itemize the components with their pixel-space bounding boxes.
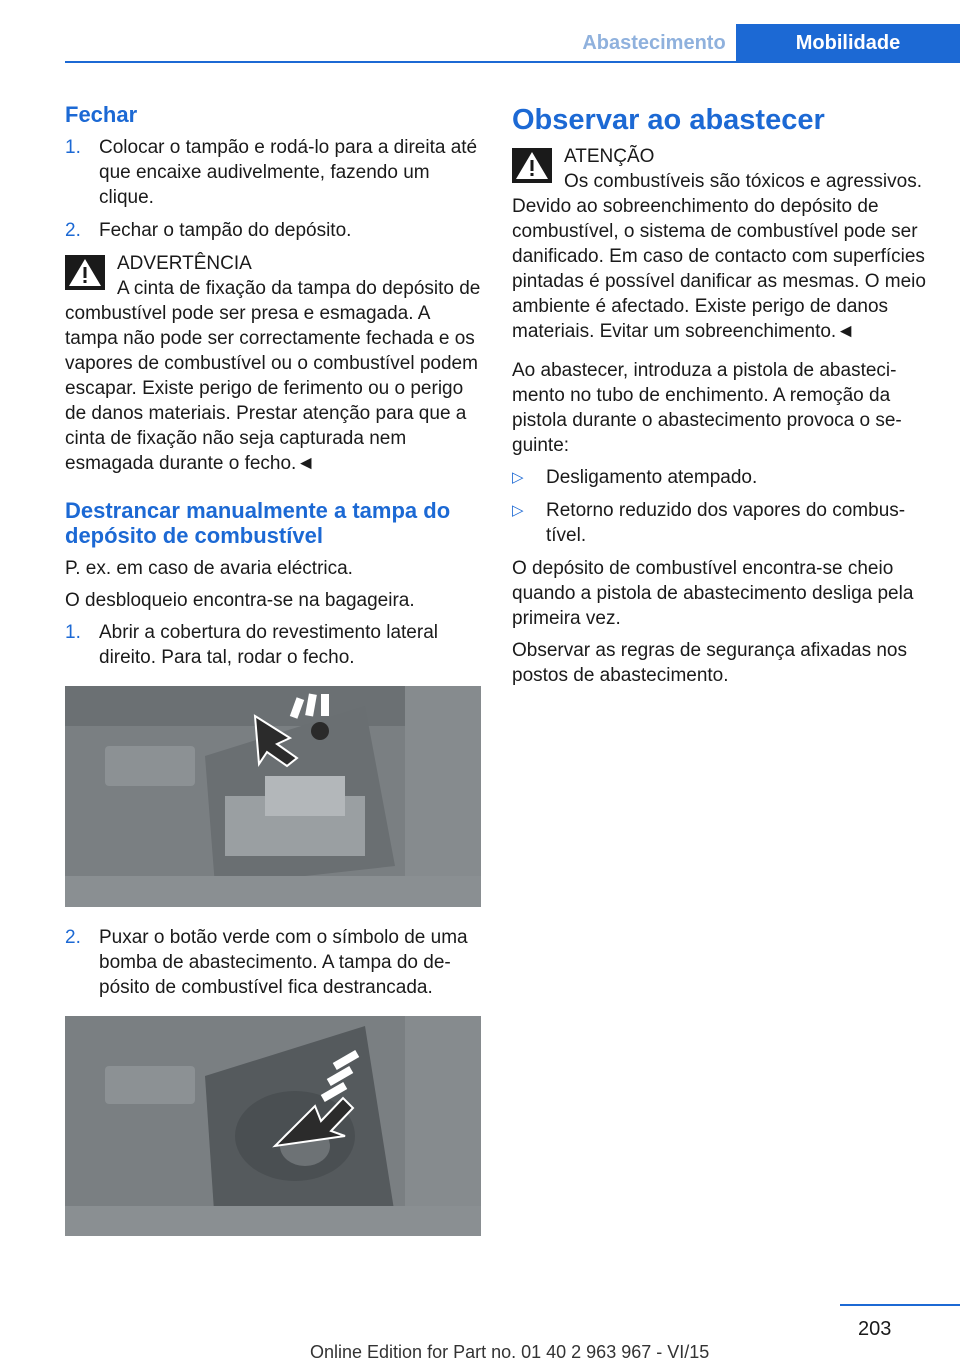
fueling-heading: Observar ao abastecer bbox=[512, 104, 825, 136]
step-number: 1. bbox=[65, 137, 81, 158]
close-heading: Fechar bbox=[65, 102, 138, 127]
warning-triangle-icon bbox=[512, 148, 552, 183]
caution-text: Os combustíveis são tóxicos e agressivos. Devido ao sobreenchimento do depósito de combustível, o sistema de combustível pode ser danificado. Em caso de contacto com superfícies pintadas é possível danificar as mesmas. O meio ambiente é afectado. Existe perigo de danos materiais. Evitar um sobreenchimento.◄ bbox=[512, 171, 926, 342]
header-tabs bbox=[572, 24, 960, 62]
unlock-paragraph-1: P. ex. em caso de avaria eléctrica. bbox=[65, 558, 353, 579]
trunk-panel-photo bbox=[65, 686, 481, 907]
triangle-bullet-icon: ▷ bbox=[512, 469, 524, 486]
warning-box bbox=[65, 251, 481, 476]
page-number: 203 bbox=[858, 1318, 892, 1340]
header-rule bbox=[65, 61, 960, 63]
warning-triangle-icon bbox=[65, 255, 105, 290]
fueling-paragraph-3: Observar as regras de segurança afixadas nos postos de abastecimento. bbox=[512, 640, 907, 686]
close-step-2 bbox=[65, 218, 481, 243]
unlock-paragraph-2: O desbloqueio encontra-se na bagageira. bbox=[65, 590, 415, 611]
bullet-item bbox=[512, 498, 930, 548]
tab-mobilidade[interactable]: Mobilidade bbox=[736, 24, 960, 62]
step-number: 2. bbox=[65, 927, 81, 948]
step-text: Puxar o botão verde com o símbolo de uma bomba de abastecimento. A tampa do depósito de combustível fica destrancada. bbox=[99, 927, 468, 998]
warning-text: A cinta de fixação da tampa do depósito de combustível pode ser presa e esmagada. A tampa não pode ser correctamente fechada e os vapores de combustível ou o combustível podem escapar. Existe perigo de ferimento ou o perigo de danos materiais. Prestar atenção para que a cinta de fixação não seja capturada nem esmagada durante o fecho.◄ bbox=[65, 278, 481, 474]
close-step-1 bbox=[65, 135, 481, 210]
fueling-paragraph-2: O depósito de combustível encontra-se cheio quando a pistola de abastecimento desliga pela primeira vez. bbox=[512, 558, 914, 629]
unlock-step-2 bbox=[65, 925, 481, 1000]
caution-title: ATENÇÃO bbox=[564, 146, 655, 167]
tab-abastecimento[interactable]: Abastecimento bbox=[582, 32, 726, 54]
left-column bbox=[65, 102, 481, 1254]
warning-title: ADVERTÊNCIA bbox=[117, 253, 252, 274]
caution-box bbox=[512, 144, 930, 344]
step-text: Abrir a cobertura do revestimento lateral direito. Para tal, rodar o fecho. bbox=[99, 622, 438, 668]
footer-rule bbox=[840, 1304, 960, 1306]
unlock-heading: Destrancar manualmente a tampa do depósito de combustível bbox=[65, 498, 451, 548]
step-text: Colocar o tampão e rodá-lo para a direita até que encaixe audivelmente, fazendo um clique. bbox=[99, 137, 478, 208]
triangle-bullet-icon: ▷ bbox=[512, 502, 524, 519]
step-text: Fechar o tampão do depósito. bbox=[99, 220, 352, 241]
bullet-item bbox=[512, 465, 930, 490]
bullet-text: Desligamento atempado. bbox=[546, 467, 758, 488]
step-number: 1. bbox=[65, 622, 81, 643]
unlock-step-1 bbox=[65, 620, 481, 670]
right-column bbox=[512, 102, 930, 695]
step-number: 2. bbox=[65, 220, 81, 241]
edition-footer: Online Edition for Part no. 01 40 2 963 967 - VI/15 bbox=[310, 1342, 710, 1362]
release-button-photo bbox=[65, 1016, 481, 1236]
bullet-text: Retorno reduzido dos vapores do combustível. bbox=[546, 500, 906, 546]
fueling-paragraph-1: Ao abastecer, introduza a pistola de abastecimento no tubo de enchimento. A remoção da pistola durante o abastecimento provoca o seguinte: bbox=[512, 360, 902, 456]
